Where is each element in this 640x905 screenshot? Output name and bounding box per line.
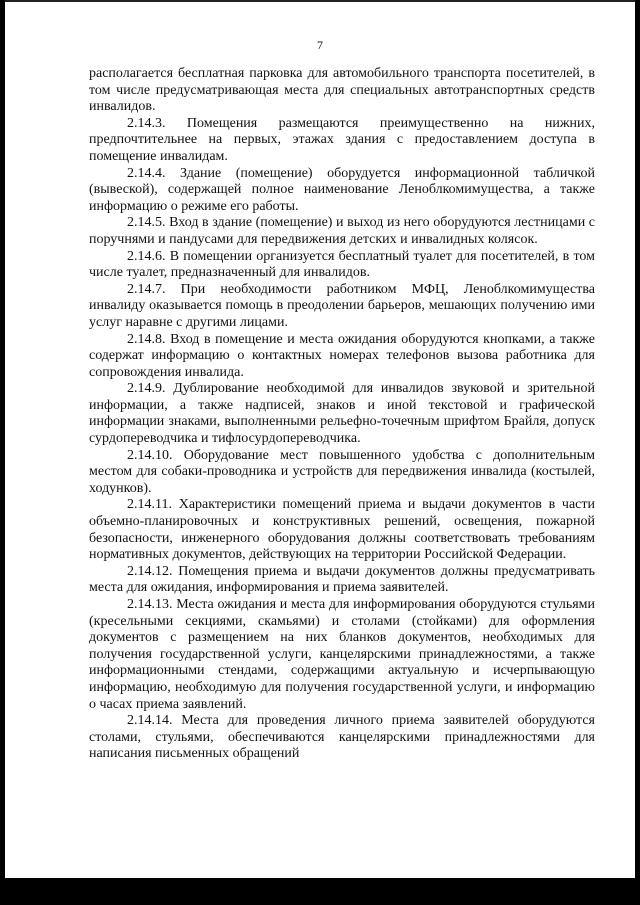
paragraph-2-14-14: 2.14.14. Места для проведения личного приема заявителей оборудуются столами, стульями, обеспечиваются канцелярскими принадлежностями для написания письменных обращений <box>89 713 595 762</box>
paragraph-2-14-10: 2.14.10. Оборудование мест повышенного удобства с дополнительным местом для собаки-проводника и устройств для передвижения инвалида (костылей, ходунков). <box>89 447 595 496</box>
paragraph-2-14-6: 2.14.6. В помещении организуется бесплатный туалет для посетителей, в том числе туалет, предназначенный для инвалидов. <box>89 248 595 281</box>
paragraph-2-14-11: 2.14.11. Характеристики помещений приема и выдачи документов в части объемно-планировочных и конструктивных решений, освещения, пожарной безопасности, инженерного оборудования должны соответствовать требованиям нормативных документов, действующих на территории Российской Федерации. <box>89 497 595 563</box>
paragraph-2-14-4: 2.14.4. Здание (помещение) оборудуется информационной табличкой (вывеской), содержащей полное наименование Леноблкомимущества, а также информацию о режиме его работы. <box>89 165 595 214</box>
scan-bottom-border <box>0 878 640 905</box>
paragraph-2-14-8: 2.14.8. Вход в помещение и места ожидания оборудуются кнопками, а также содержат информацию о контактных номерах телефонов вызова работника для сопровождения инвалида. <box>89 331 595 380</box>
paragraph-2-14-7: 2.14.7. При необходимости работником МФЦ, Леноблкомимущества инвалиду оказывается помощь в преодолении барьеров, мешающих получению ими услуг наравне с другими лицами. <box>89 281 595 330</box>
paragraph-2-14-12: 2.14.12. Помещения приема и выдачи документов должны предусматривать места для ожидания, информирования и приема заявителей. <box>89 563 595 596</box>
paragraph-2-14-13: 2.14.13. Места ожидания и места для информирования оборудуются стульями (кресельными секциями, скамьями) и столами (стойками) для оформления документов с размещением на них бланков документов, необходимых для получения государственной услуги, канцелярскими принадлежностями, а также информационными стендами, содержащими актуальную и исчерпывающую информацию, необходимую для получения государственной услуги, и информацию о часах приема заявлений. <box>89 597 595 712</box>
page-top-border <box>5 0 635 2</box>
document-body <box>89 66 595 763</box>
paragraph-2-14-9: 2.14.9. Дублирование необходимой для инвалидов звуковой и зрительной информации, а также надписей, знаков и иной текстовой и графической информации знаками, выполненными рельефно-точечным шрифтом Брайля, допуск сурдопереводчика и тифлосурдопереводчика. <box>89 381 595 447</box>
paragraph-continuation: располагается бесплатная парковка для автомобильного транспорта посетителей, в том числе предусматривающая места для специальных автотранспортных средств инвалидов. <box>89 66 595 115</box>
paragraph-2-14-3: 2.14.3. Помещения размещаются преимущественно на нижних, предпочтительнее на первых, этажах здания с предоставлением доступа в помещение инвалидам. <box>89 115 595 164</box>
document-page <box>5 0 635 878</box>
paragraph-2-14-5: 2.14.5. Вход в здание (помещение) и выход из него оборудуются лестницами с поручнями и пандусами для передвижения детских и инвалидных колясок. <box>89 215 595 247</box>
page-number: 7 <box>317 38 323 52</box>
